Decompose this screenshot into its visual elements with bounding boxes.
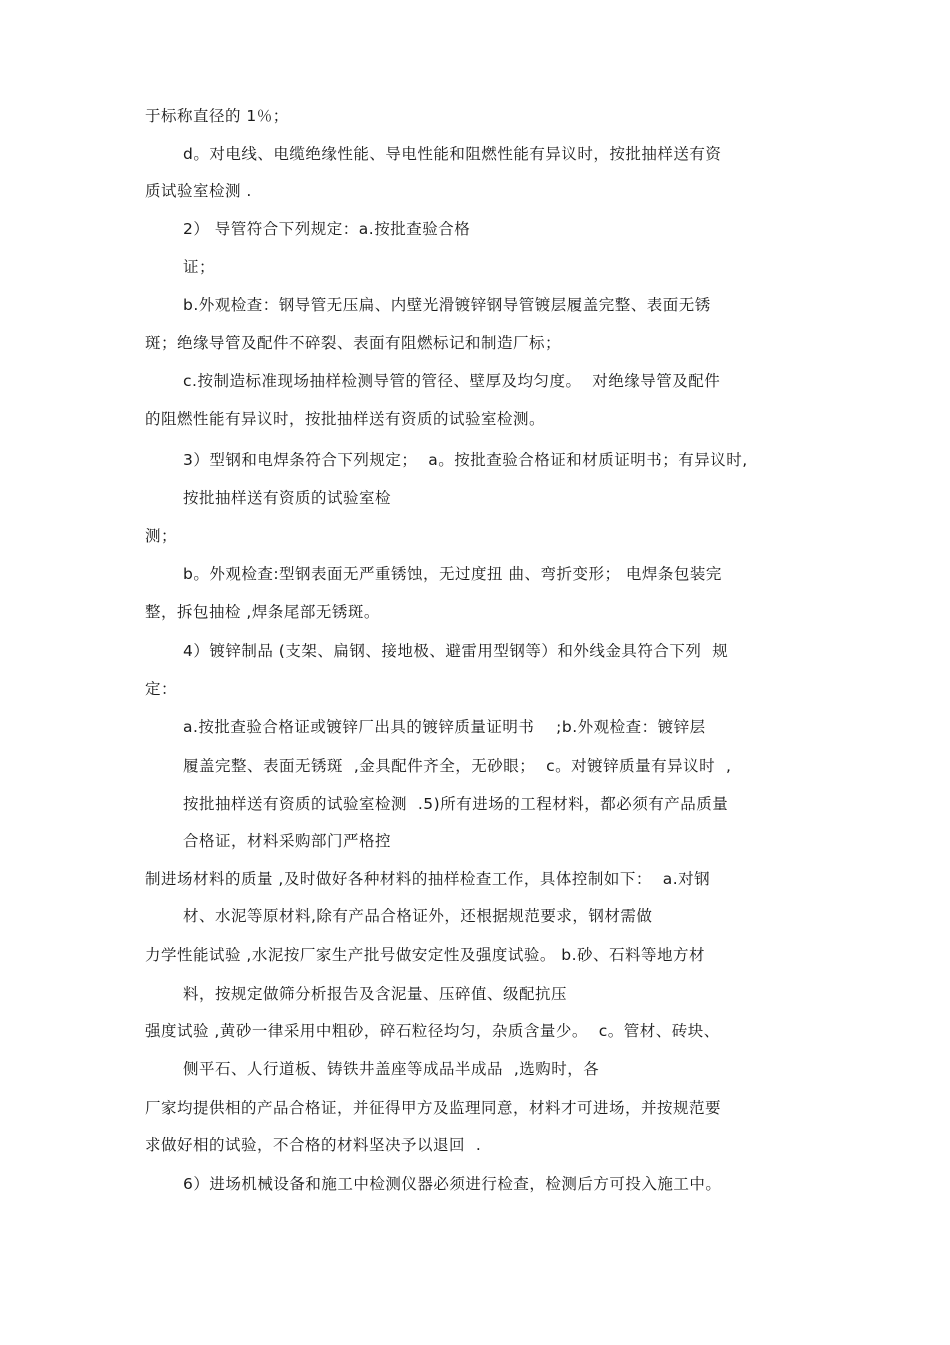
text-line: c.按制造标准现场抽样检测导管的管径、壁厚及均匀度。 对绝缘导管及配件 bbox=[183, 372, 721, 390]
text-line: 按批抽样送有资质的试验室检测 .5)所有进场的工程材料，都必须有产品质量 bbox=[183, 795, 729, 813]
text-line: 定： bbox=[145, 680, 178, 698]
text-line: 质试验室检测 . bbox=[145, 182, 252, 200]
text-line: 证； bbox=[183, 258, 216, 276]
text-line: 3）型钢和电焊条符合下列规定； a。按批查验合格证和材质证明书；有异议时, bbox=[183, 451, 748, 469]
text-line: 合格证，材料采购部门严格控 bbox=[183, 832, 392, 850]
text-line: d。对电线、电缆绝缘性能、导电性能和阻燃性能有异议时，按批抽样送有资 bbox=[183, 145, 722, 163]
text-line: 厂家均提供相的产品合格证，并征得甲方及监理同意，材料才可进场，并按规范要 bbox=[145, 1099, 722, 1117]
text-line: b.外观检查：钢导管无压扁、内壁光滑镀锌钢导管镀层履盖完整、表面无锈 bbox=[183, 296, 711, 314]
text-line: 斑；绝缘导管及配件不碎裂、表面有阻燃标记和制造厂标； bbox=[145, 334, 562, 352]
text-line: 按批抽样送有资质的试验室检 bbox=[183, 489, 392, 507]
text-line: 求做好相的试验，不合格的材料坚决予以退回 . bbox=[145, 1136, 482, 1154]
text-line: 4）镀锌制品 (支架、扁钢、接地极、避雷用型钢等）和外线金具符合下列 规 bbox=[183, 642, 729, 660]
text-line: 于标称直径的 1％； bbox=[145, 107, 289, 125]
text-line: 整，拆包抽检 ,焊条尾部无锈斑。 bbox=[145, 603, 380, 621]
text-line: b。外观检查:型钢表面无严重锈蚀，无过度扭 曲、弯折变形； 电焊条包装完 bbox=[183, 565, 722, 583]
text-line: 强度试验 ,黄砂一律采用中粗砂，碎石粒径均匀，杂质含量少。 c。管材、砖块、 bbox=[145, 1022, 720, 1040]
text-line: 料，按规定做筛分析报告及含泥量、压碎值、级配抗压 bbox=[183, 985, 568, 1003]
text-line: 材、水泥等原材料,除有产品合格证外，还根据规范要求，钢材需做 bbox=[183, 907, 653, 925]
text-line: 履盖完整、表面无锈斑 ,金具配件齐全，无砂眼； c。对镀锌质量有异议时 , bbox=[183, 757, 732, 775]
text-line: 侧平石、人行道板、铸铁井盖座等成品半成品 ,选购时，各 bbox=[183, 1060, 600, 1078]
text-line: a.按批查验合格证或镀锌厂出具的镀锌质量证明书 ;b.外观检查：镀锌层 bbox=[183, 718, 706, 736]
text-line: 2） 导管符合下列规定：a.按批查验合格 bbox=[183, 220, 471, 238]
text-line: 6）进场机械设备和施工中检测仪器必须进行检查，检测后方可投入施工中。 bbox=[183, 1175, 722, 1193]
text-line: 测； bbox=[145, 527, 178, 545]
text-line: 的阻燃性能有异议时，按批抽样送有资质的试验室检测。 bbox=[145, 410, 546, 428]
text-line: 力学性能试验 ,水泥按厂家生产批号做安定性及强度试验。 b.砂、石料等地方材 bbox=[145, 946, 706, 964]
text-line: 制进场材料的质量 ,及时做好各种材料的抽样检查工作，具体控制如下： a.对钢 bbox=[145, 870, 711, 888]
